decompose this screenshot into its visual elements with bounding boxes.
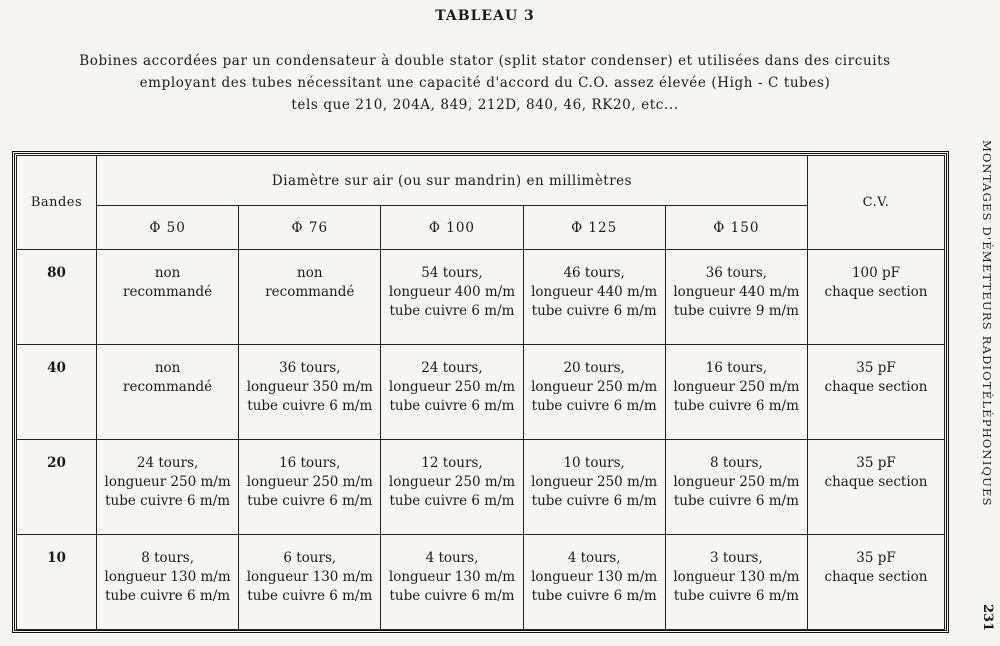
cell-line: tube cuivre 6 m/m bbox=[105, 588, 231, 604]
table-row bbox=[17, 250, 945, 345]
cell-line: non bbox=[154, 360, 181, 376]
cell-line: 46 tours, bbox=[563, 265, 625, 281]
header-diameter: Φ 125 bbox=[523, 206, 665, 250]
coil-spec-cell bbox=[523, 250, 665, 345]
coil-spec-cell bbox=[97, 535, 239, 630]
coil-spec-cell bbox=[97, 250, 239, 345]
cell-line: 24 tours, bbox=[421, 360, 483, 376]
header-diameter: Φ 50 bbox=[97, 206, 239, 250]
cell-line: longueur 250 m/m bbox=[531, 474, 658, 490]
cell-line: longueur 130 m/m bbox=[246, 569, 373, 585]
cell-line: 35 pF bbox=[856, 455, 896, 471]
cell-line: longueur 440 m/m bbox=[673, 284, 800, 300]
cell-line: tube cuivre 6 m/m bbox=[531, 588, 657, 604]
band-cell: 40 bbox=[17, 345, 97, 440]
coil-spec-cell bbox=[665, 250, 807, 345]
cell-line: 8 tours, bbox=[141, 550, 194, 566]
cell-line: recommandé bbox=[123, 284, 213, 300]
cell-line: non bbox=[297, 265, 323, 281]
cell-line: 36 tours, bbox=[705, 265, 768, 281]
cell-line: longueur 130 m/m bbox=[531, 569, 658, 585]
cell-line: chaque section bbox=[824, 474, 928, 490]
coil-spec-cell bbox=[523, 535, 665, 630]
cell-line: tube cuivre 6 m/m bbox=[389, 398, 515, 414]
cell-line: 36 tours, bbox=[279, 360, 341, 376]
cell-line: longueur 250 m/m bbox=[673, 474, 800, 490]
cell-line: longueur 250 m/m bbox=[531, 379, 658, 395]
cell-line: tube cuivre 6 m/m bbox=[531, 303, 657, 319]
cell-line: tube cuivre 6 m/m bbox=[247, 398, 373, 414]
cv-cell bbox=[808, 535, 945, 630]
cell-line: tube cuivre 6 m/m bbox=[247, 588, 373, 604]
cell-line: longueur 250 m/m bbox=[673, 379, 800, 395]
cell-line: 12 tours, bbox=[421, 455, 483, 471]
coil-spec-cell bbox=[381, 345, 523, 440]
cell-line: 10 tours, bbox=[563, 455, 625, 471]
cell-line: tube cuivre 6 m/m bbox=[389, 493, 515, 509]
cell-line: tube cuivre 6 m/m bbox=[673, 588, 799, 604]
table-row bbox=[17, 440, 945, 535]
coil-table bbox=[16, 155, 945, 630]
table-row bbox=[17, 345, 945, 440]
coil-spec-cell bbox=[523, 440, 665, 535]
cell-line: chaque section bbox=[824, 379, 928, 395]
coil-spec-cell bbox=[239, 535, 381, 630]
intro-paragraph bbox=[20, 50, 950, 116]
intro-line: Bobines accordées par un condensateur à double stator (split stator condenser) et utilisées dans des circuits bbox=[79, 53, 891, 69]
table-title: TABLEAU 3 bbox=[435, 8, 535, 24]
cell-line: 35 pF bbox=[856, 360, 896, 376]
cell-line: tube cuivre 9 m/m bbox=[673, 303, 799, 319]
cell-line: 35 pF bbox=[856, 550, 896, 566]
cell-line: tube cuivre 6 m/m bbox=[105, 493, 231, 509]
cv-cell bbox=[808, 440, 945, 535]
band-cell: 80 bbox=[17, 250, 97, 345]
cell-line: longueur 130 m/m bbox=[673, 569, 800, 585]
cell-line: tube cuivre 6 m/m bbox=[673, 398, 799, 414]
cell-line: 54 tours, bbox=[421, 265, 483, 281]
coil-spec-cell bbox=[239, 440, 381, 535]
cell-line: tube cuivre 6 m/m bbox=[389, 588, 515, 604]
table-body bbox=[17, 250, 945, 630]
header-diameter: Φ 76 bbox=[239, 206, 381, 250]
cell-line: longueur 400 m/m bbox=[388, 284, 516, 300]
coil-spec-cell bbox=[239, 345, 381, 440]
cell-line: 8 tours, bbox=[709, 455, 763, 471]
coil-spec-cell bbox=[665, 535, 807, 630]
cell-line: longueur 130 m/m bbox=[388, 569, 516, 585]
cell-line: recommandé bbox=[123, 379, 213, 395]
header-diameter-group: Diamètre sur air (ou sur mandrin) en millimètres bbox=[97, 156, 808, 206]
intro-line: tels que 210, 204A, 849, 212D, 840, 46, RK20, etc... bbox=[291, 97, 679, 113]
cell-line: 100 pF bbox=[851, 265, 901, 281]
header-diameter: Φ 150 bbox=[665, 206, 807, 250]
coil-spec-cell bbox=[523, 345, 665, 440]
coil-spec-cell bbox=[381, 250, 523, 345]
coil-spec-cell bbox=[97, 440, 239, 535]
coil-spec-cell bbox=[97, 345, 239, 440]
cell-line: longueur 250 m/m bbox=[104, 474, 231, 490]
cell-line: 20 tours, bbox=[563, 360, 625, 376]
coil-spec-cell bbox=[239, 250, 381, 345]
cell-line: tube cuivre 6 m/m bbox=[531, 493, 657, 509]
cell-line: chaque section bbox=[824, 569, 928, 585]
intro-line: employant des tubes nécessitant une capacité d'accord du C.O. assez élevée (High - C tubes) bbox=[139, 75, 831, 91]
cell-line: recommandé bbox=[265, 284, 355, 300]
header-diameter: Φ 100 bbox=[381, 206, 523, 250]
band-cell: 20 bbox=[17, 440, 97, 535]
running-header-side: MONTAGES D'ÉMETTEURS RADIOTÉLÉPHONIQUES bbox=[980, 140, 994, 507]
cell-line: tube cuivre 6 m/m bbox=[389, 303, 515, 319]
page-number: 231 bbox=[980, 604, 995, 632]
coil-spec-cell bbox=[381, 440, 523, 535]
cell-line: 16 tours, bbox=[279, 455, 341, 471]
cv-cell bbox=[808, 345, 945, 440]
cell-line: longueur 250 m/m bbox=[388, 474, 516, 490]
cell-line: tube cuivre 6 m/m bbox=[673, 493, 799, 509]
cell-line: longueur 250 m/m bbox=[246, 474, 373, 490]
cell-line: 6 tours, bbox=[283, 550, 337, 566]
cell-line: non bbox=[154, 265, 181, 281]
cell-line: tube cuivre 6 m/m bbox=[531, 398, 657, 414]
cell-line: 24 tours, bbox=[136, 455, 199, 471]
cell-line: tube cuivre 6 m/m bbox=[247, 493, 373, 509]
cell-line: longueur 250 m/m bbox=[388, 379, 516, 395]
cell-line: 16 tours, bbox=[705, 360, 768, 376]
coil-spec-cell bbox=[381, 535, 523, 630]
header-bandes: Bandes bbox=[17, 156, 97, 250]
header-cv: C.V. bbox=[808, 156, 945, 250]
cell-line: longueur 130 m/m bbox=[104, 569, 231, 585]
cell-line: 4 tours, bbox=[567, 550, 621, 566]
band-cell: 10 bbox=[17, 535, 97, 630]
cell-line: 4 tours, bbox=[425, 550, 479, 566]
coil-spec-cell bbox=[665, 440, 807, 535]
cell-line: chaque section bbox=[824, 284, 928, 300]
coil-spec-cell bbox=[665, 345, 807, 440]
cell-line: 3 tours, bbox=[709, 550, 763, 566]
table-row bbox=[17, 535, 945, 630]
cell-line: longueur 350 m/m bbox=[246, 379, 373, 395]
cv-cell bbox=[808, 250, 945, 345]
cell-line: longueur 440 m/m bbox=[531, 284, 658, 300]
